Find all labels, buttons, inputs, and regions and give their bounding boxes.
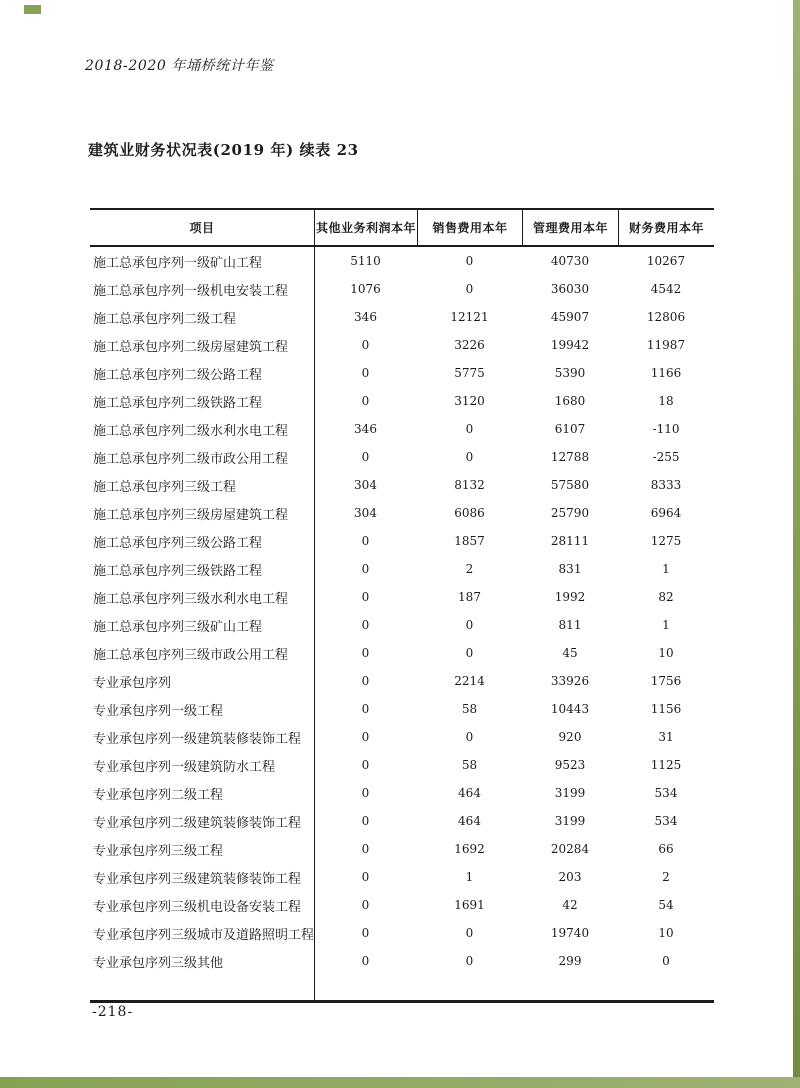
row-value: 0 — [361, 394, 370, 408]
table-row — [90, 807, 714, 835]
row-value: 54 — [658, 898, 674, 912]
row-value: 10 — [658, 926, 674, 940]
row-value: 534 — [654, 786, 678, 800]
row-label: 专业承包序列二级建筑装修装饰工程 — [93, 815, 302, 831]
row-value: 82 — [658, 590, 674, 604]
row-value: 2 — [662, 870, 670, 884]
row-value: 304 — [354, 478, 377, 492]
table-row — [90, 359, 714, 387]
table-row — [90, 779, 714, 807]
scan-edge-right — [793, 0, 800, 1088]
row-value: 0 — [361, 450, 370, 464]
row-value: 0 — [465, 618, 474, 632]
row-value: 304 — [354, 506, 377, 520]
row-label: 施工总承包序列三级铁路工程 — [93, 563, 263, 579]
row-value: 0 — [361, 730, 370, 744]
row-value: 40730 — [550, 254, 590, 268]
col-header-admin-expense: 管理费用本年 — [522, 210, 618, 245]
row-label: 专业承包序列三级其他 — [93, 955, 224, 971]
row-value: 1992 — [554, 590, 586, 604]
row-value: 0 — [361, 590, 370, 604]
row-value: 8132 — [454, 478, 485, 492]
row-value: 0 — [361, 366, 370, 380]
table-row — [90, 415, 714, 443]
row-value: 0 — [465, 926, 474, 940]
row-value: 1691 — [454, 898, 485, 912]
table-row — [90, 387, 714, 415]
row-value: 1275 — [650, 534, 682, 548]
row-value: 811 — [558, 618, 582, 632]
col-header-financial-expense: 财务费用本年 — [618, 210, 714, 245]
col-header-other-business-profit: 其他业务利润本年 — [314, 210, 417, 245]
row-value: 42 — [562, 898, 578, 912]
table-row — [90, 555, 714, 583]
row-value: 57580 — [550, 478, 590, 492]
row-value: 5775 — [454, 366, 485, 380]
row-value: 58 — [461, 758, 478, 772]
row-value: 1692 — [454, 842, 485, 856]
row-value: 299 — [558, 954, 582, 968]
row-value: 0 — [361, 814, 370, 828]
row-value: 0 — [662, 954, 670, 968]
row-label: 专业承包序列一级工程 — [93, 703, 224, 719]
row-value: 0 — [465, 254, 474, 268]
book-title: 2018-2020 年埇桥统计年鉴 — [85, 58, 274, 74]
row-value: 5110 — [350, 254, 381, 268]
row-label: 专业承包序列二级工程 — [93, 787, 224, 803]
row-value: 4542 — [650, 282, 682, 296]
row-value: 45 — [562, 646, 578, 660]
row-value: 0 — [361, 926, 370, 940]
row-value: 0 — [361, 674, 370, 688]
row-value: 1857 — [454, 534, 485, 548]
row-label: 专业承包序列 — [93, 675, 172, 691]
row-value: 10 — [658, 646, 674, 660]
row-label: 专业承包序列三级机电设备安装工程 — [93, 899, 302, 915]
row-value: 20284 — [550, 842, 590, 856]
row-value: 5390 — [554, 366, 586, 380]
row-label: 施工总承包序列三级工程 — [93, 479, 237, 495]
row-value: 12121 — [450, 310, 489, 324]
table-row — [90, 583, 714, 611]
row-value: 0 — [361, 562, 370, 576]
scan-edge-bottom — [0, 1077, 800, 1088]
row-value: 6107 — [554, 422, 586, 436]
row-value: 1 — [465, 870, 474, 884]
row-value: 66 — [658, 842, 674, 856]
table-header-row — [90, 210, 714, 247]
table-row — [90, 639, 714, 667]
row-value: 1 — [662, 562, 670, 576]
row-value: 0 — [361, 898, 370, 912]
row-value: 11987 — [646, 338, 686, 352]
row-value: 10267 — [646, 254, 686, 268]
row-value: 203 — [558, 870, 582, 884]
table-row — [90, 443, 714, 471]
row-value: 2214 — [454, 674, 485, 688]
row-value: -255 — [652, 450, 680, 464]
row-value: 0 — [465, 450, 474, 464]
table-row — [90, 723, 714, 751]
table-row — [90, 667, 714, 695]
table-row — [90, 835, 714, 863]
page-number: -218- — [92, 1004, 134, 1020]
row-value: 1756 — [650, 674, 682, 688]
row-value: 1680 — [554, 394, 586, 408]
row-value: 33926 — [550, 674, 590, 688]
row-value: 0 — [361, 758, 370, 772]
row-label: 施工总承包序列一级矿山工程 — [93, 255, 263, 271]
row-value: 45907 — [550, 310, 590, 324]
row-value: 1156 — [650, 702, 682, 716]
table-row — [90, 499, 714, 527]
row-value: 19942 — [550, 338, 590, 352]
row-value: 28111 — [550, 534, 590, 548]
row-value: 9523 — [554, 758, 586, 772]
row-label: 施工总承包序列三级市政公用工程 — [93, 647, 289, 663]
row-value: 12806 — [646, 310, 686, 324]
row-value: 18 — [658, 394, 674, 408]
row-value: 346 — [354, 310, 377, 324]
row-value: 0 — [465, 730, 474, 744]
table-body — [90, 247, 714, 1000]
row-value: 0 — [361, 786, 370, 800]
table-row — [90, 863, 714, 891]
row-label: 专业承包序列一级建筑防水工程 — [93, 759, 276, 775]
table-title: 建筑业财务状况表(2019 年) 续表 23 — [88, 141, 359, 159]
table-row — [90, 947, 714, 975]
row-label: 施工总承包序列二级工程 — [93, 311, 237, 327]
row-value: 0 — [361, 618, 370, 632]
row-value: 187 — [458, 590, 481, 604]
row-label: 施工总承包序列二级市政公用工程 — [93, 451, 289, 467]
row-value: 0 — [361, 870, 370, 884]
row-value: 346 — [354, 422, 377, 436]
row-value: 58 — [461, 702, 478, 716]
table-row — [90, 527, 714, 555]
row-label: 施工总承包序列二级公路工程 — [93, 367, 263, 383]
row-value: 831 — [558, 562, 582, 576]
table-row — [90, 919, 714, 947]
row-value: 464 — [458, 786, 481, 800]
row-value: 25790 — [550, 506, 590, 520]
row-label: 专业承包序列三级城市及道路照明工程 — [93, 927, 315, 943]
row-label: 施工总承包序列二级铁路工程 — [93, 395, 263, 411]
row-value: 0 — [361, 338, 370, 352]
finance-table — [90, 208, 714, 1003]
row-value: 19740 — [550, 926, 590, 940]
row-value: 36030 — [550, 282, 590, 296]
row-label: 专业承包序列一级建筑装修装饰工程 — [93, 731, 302, 747]
table-row — [90, 891, 714, 919]
row-value: 0 — [465, 646, 474, 660]
row-value: 3226 — [454, 338, 485, 352]
row-value: 0 — [465, 282, 474, 296]
row-value: 3199 — [554, 814, 586, 828]
row-value: 920 — [558, 730, 582, 744]
row-label: 施工总承包序列三级水利水电工程 — [93, 591, 289, 607]
row-label: 施工总承包序列二级水利水电工程 — [93, 423, 289, 439]
row-label: 施工总承包序列二级房屋建筑工程 — [93, 339, 289, 355]
row-label: 施工总承包序列三级公路工程 — [93, 535, 263, 551]
table-row — [90, 751, 714, 779]
row-value: 0 — [361, 534, 370, 548]
row-value: 2 — [465, 562, 474, 576]
row-label: 施工总承包序列三级矿山工程 — [93, 619, 263, 635]
table-row — [90, 471, 714, 499]
scan-mark-top-left — [24, 5, 41, 14]
row-value: 3199 — [554, 786, 586, 800]
row-label: 专业承包序列三级工程 — [93, 843, 224, 859]
table-row — [90, 303, 714, 331]
col-header-item: 项目 — [189, 221, 215, 235]
row-value: 0 — [465, 954, 474, 968]
row-label: 施工总承包序列三级房屋建筑工程 — [93, 507, 289, 523]
row-value: 6086 — [454, 506, 485, 520]
row-value: -110 — [652, 422, 680, 436]
row-value: 1 — [662, 618, 670, 632]
table-row — [90, 275, 714, 303]
table-row — [90, 611, 714, 639]
row-value: 0 — [465, 422, 474, 436]
row-value: 8333 — [650, 478, 682, 492]
table-row — [90, 331, 714, 359]
row-value: 12788 — [550, 450, 590, 464]
row-value: 3120 — [454, 394, 485, 408]
table-row — [90, 247, 714, 275]
row-value: 1166 — [650, 366, 682, 380]
row-value: 534 — [654, 814, 678, 828]
row-value: 6964 — [650, 506, 682, 520]
row-value: 0 — [361, 702, 370, 716]
row-value: 31 — [658, 730, 674, 744]
row-value: 464 — [458, 814, 481, 828]
row-value: 1125 — [650, 758, 682, 772]
row-value: 0 — [361, 954, 370, 968]
row-label: 专业承包序列三级建筑装修装饰工程 — [93, 871, 302, 887]
row-value: 0 — [361, 842, 370, 856]
row-value: 1076 — [350, 282, 381, 296]
col-header-selling-expense: 销售费用本年 — [417, 210, 522, 245]
row-label: 施工总承包序列一级机电安装工程 — [93, 283, 289, 299]
row-value: 10443 — [550, 702, 590, 716]
row-value: 0 — [361, 646, 370, 660]
table-row — [90, 695, 714, 723]
